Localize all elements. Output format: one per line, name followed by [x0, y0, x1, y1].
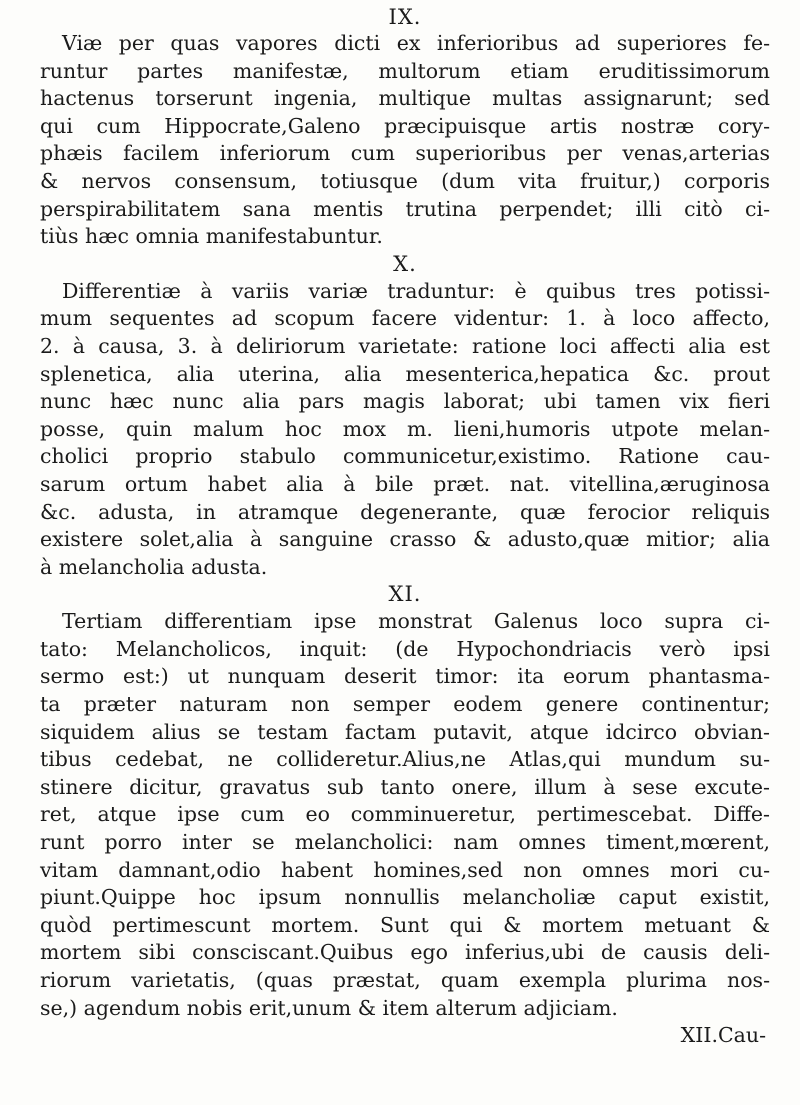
- text-line: cholici proprio stabulo communicetur,existimo. Ratione cau-: [40, 444, 770, 469]
- text-line: hactenus torserunt ingenia, multique multas assignarunt; sed: [40, 86, 770, 111]
- text-line: Tertiam differentiam ipse monstrat Galenus loco supra ci-: [62, 609, 770, 634]
- text-line: tiùs hæc omnia manifestabuntur.: [40, 224, 383, 249]
- text-line: tato: Melancholicos, inquit: (de Hypochondriacis verò ipsi: [40, 636, 770, 661]
- text-line: phæis facilem inferiorum cum superioribus per venas,arterias: [40, 141, 770, 166]
- text-line: posse, quin malum hoc mox m. lieni,humoris utpote melan-: [40, 416, 770, 441]
- text-line: riorum varietatis, (quas præstat, quam exempla plurima nos-: [40, 968, 770, 992]
- section-heading-ix: IX.: [388, 5, 422, 29]
- text-line: siquidem alius se testam factam putavit, atque idcirco obvian-: [40, 719, 770, 744]
- page-text: [40, 4, 770, 1050]
- text-line: Differentiæ à variis variæ traduntur: è quibus tres potissi-: [62, 278, 770, 303]
- text-line: sarum ortum habet alia à bile præt. nat. vitellina,æruginosa: [40, 471, 770, 496]
- text-line: ret, atque ipse cum eo comminueretur, pertimescebat. Diffe-: [40, 802, 770, 827]
- text-line: piunt.Quippe hoc ipsum nonnullis melancholiæ caput existit,: [40, 885, 770, 910]
- text-line: 2. à causa, 3. à deliriorum varietate: ratione loci affecti alia est: [40, 333, 770, 358]
- text-line: runtur partes manifestæ, multorum etiam eruditissimorum: [40, 58, 770, 83]
- text-line: runt porro inter se melancholici: nam omnes timent,mœrent,: [40, 830, 770, 855]
- text-line: à melancholia adusta.: [40, 554, 268, 579]
- text-line: vitam damnant,odio habent homines,sed non omnes mori cu-: [40, 857, 770, 882]
- text-line: mortem sibi consciscant.Quibus ego inferius,ubi de causis deli-: [40, 940, 770, 965]
- text-line: perspirabilitatem sana mentis trutina perpendet; illi citò ci-: [40, 196, 770, 221]
- text-line: & nervos consensum, totiusque (dum vita fruitur,) corporis: [40, 168, 770, 193]
- text-line: existere solet,alia à sanguine crasso & adusto,quæ mitior; alia: [40, 527, 770, 552]
- text-line: qui cum Hippocrate,Galeno præcipuisque artis nostræ cory-: [40, 113, 770, 138]
- text-line: nunc hæc nunc alia pars magis laborat; ubi tamen vix fieri: [40, 389, 770, 414]
- text-line: splenetica, alia uterina, alia mesenterica,hepatica &c. prout: [40, 361, 770, 386]
- text-line: ta præter naturam non semper eodem genere continentur;: [40, 692, 770, 717]
- text-line: quòd pertimescunt mortem. Sunt qui & mortem metuant &: [40, 912, 770, 937]
- text-line: se,) agendum nobis erit,unum & item alterum adjiciam.: [40, 995, 618, 1020]
- text-line: tibus cedebat, ne collideretur.Alius,ne Atlas,qui mundum su-: [40, 747, 770, 772]
- text-line: stinere dicitur, gravatus sub tanto onere, illum à sese excute-: [40, 774, 770, 799]
- text-line: mum sequentes ad scopum facere videntur: 1. à loco affecto,: [40, 306, 770, 331]
- section-heading-xi: XI.: [388, 582, 422, 607]
- section-heading-x: X.: [393, 251, 417, 276]
- text-line: Viæ per quas vapores dicti ex inferioribus ad superiores fe-: [62, 31, 770, 55]
- text-line: &c. adusta, in atramque degenerante, quæ ferocior reliquis: [40, 499, 770, 524]
- catchword: XII.Cau-: [680, 1023, 766, 1048]
- text-line: sermo est:) ut nunquam deserit timor: ita eorum phantasma-: [40, 664, 770, 689]
